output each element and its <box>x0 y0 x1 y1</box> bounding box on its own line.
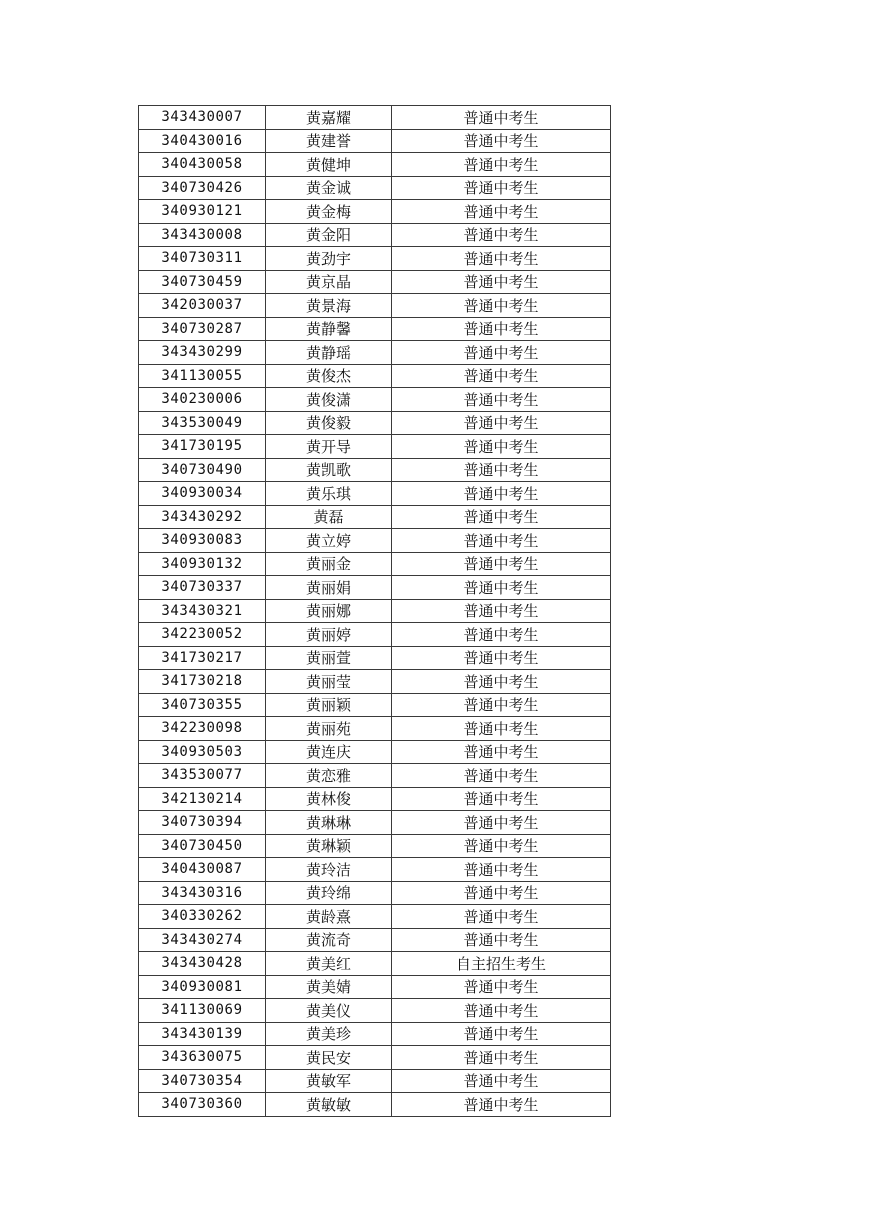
exam-id-cell: 340930503 <box>139 740 266 764</box>
candidate-type-cell: 普通中考生 <box>392 1046 611 1070</box>
student-name-cell: 黄丽娜 <box>266 599 392 623</box>
student-name-cell: 黄连庆 <box>266 740 392 764</box>
student-name-cell: 黄恋雅 <box>266 764 392 788</box>
candidate-type-cell: 普通中考生 <box>392 717 611 741</box>
exam-id-cell: 341730217 <box>139 646 266 670</box>
exam-id-cell: 340430058 <box>139 153 266 177</box>
exam-id-cell: 341130069 <box>139 999 266 1023</box>
exam-id-cell: 343430007 <box>139 106 266 130</box>
exam-id-cell: 341730218 <box>139 670 266 694</box>
student-name-cell: 黄丽婷 <box>266 623 392 647</box>
exam-id-cell: 343430274 <box>139 928 266 952</box>
student-name-cell: 黄美红 <box>266 952 392 976</box>
exam-id-cell: 340930081 <box>139 975 266 999</box>
student-name-cell: 黄琳颖 <box>266 834 392 858</box>
student-name-cell: 黄龄熹 <box>266 905 392 929</box>
table-row <box>139 975 611 999</box>
candidate-type-cell: 普通中考生 <box>392 1093 611 1117</box>
table-row <box>139 176 611 200</box>
table-row <box>139 435 611 459</box>
candidate-type-cell: 普通中考生 <box>392 317 611 341</box>
exam-id-cell: 340330262 <box>139 905 266 929</box>
candidate-type-cell: 普通中考生 <box>392 576 611 600</box>
student-name-cell: 黄美婧 <box>266 975 392 999</box>
table-row <box>139 670 611 694</box>
exam-id-cell: 343430008 <box>139 223 266 247</box>
candidate-type-cell: 普通中考生 <box>392 858 611 882</box>
student-name-cell: 黄京晶 <box>266 270 392 294</box>
table-row <box>139 693 611 717</box>
table-row <box>139 576 611 600</box>
table-row <box>139 505 611 529</box>
candidate-type-cell: 普通中考生 <box>392 834 611 858</box>
student-name-cell: 黄劲宇 <box>266 247 392 271</box>
table-row <box>139 1022 611 1046</box>
student-name-cell: 黄俊毅 <box>266 411 392 435</box>
candidate-type-cell: 普通中考生 <box>392 176 611 200</box>
exam-id-cell: 340930083 <box>139 529 266 553</box>
table-row <box>139 458 611 482</box>
table-row <box>139 223 611 247</box>
candidate-type-cell: 普通中考生 <box>392 928 611 952</box>
candidate-type-cell: 普通中考生 <box>392 529 611 553</box>
exam-id-cell: 340730287 <box>139 317 266 341</box>
student-name-cell: 黄静馨 <box>266 317 392 341</box>
table-row <box>139 129 611 153</box>
exam-id-cell: 342130214 <box>139 787 266 811</box>
exam-id-cell: 343630075 <box>139 1046 266 1070</box>
student-name-cell: 黄丽莹 <box>266 670 392 694</box>
exam-id-cell: 340430016 <box>139 129 266 153</box>
candidate-type-cell: 普通中考生 <box>392 764 611 788</box>
candidate-type-cell: 普通中考生 <box>392 552 611 576</box>
candidate-type-cell: 自主招生考生 <box>392 952 611 976</box>
table-row <box>139 247 611 271</box>
student-name-cell: 黄丽苑 <box>266 717 392 741</box>
table-row <box>139 834 611 858</box>
candidate-type-cell: 普通中考生 <box>392 106 611 130</box>
candidate-type-cell: 普通中考生 <box>392 247 611 271</box>
candidate-type-cell: 普通中考生 <box>392 693 611 717</box>
student-name-cell: 黄金阳 <box>266 223 392 247</box>
candidate-type-cell: 普通中考生 <box>392 646 611 670</box>
candidate-type-cell: 普通中考生 <box>392 411 611 435</box>
student-name-cell: 黄丽萱 <box>266 646 392 670</box>
student-name-cell: 黄凯歌 <box>266 458 392 482</box>
student-name-cell: 黄丽金 <box>266 552 392 576</box>
candidate-type-cell: 普通中考生 <box>392 388 611 412</box>
candidate-type-cell: 普通中考生 <box>392 435 611 459</box>
table-row <box>139 858 611 882</box>
candidate-type-cell: 普通中考生 <box>392 458 611 482</box>
student-name-cell: 黄林俊 <box>266 787 392 811</box>
student-name-cell: 黄丽颖 <box>266 693 392 717</box>
candidate-type-cell: 普通中考生 <box>392 811 611 835</box>
exam-id-cell: 340730360 <box>139 1093 266 1117</box>
candidate-type-cell: 普通中考生 <box>392 905 611 929</box>
student-table-body <box>139 106 611 1117</box>
exam-id-cell: 340930132 <box>139 552 266 576</box>
student-name-cell: 黄建誉 <box>266 129 392 153</box>
table-row <box>139 787 611 811</box>
table-row <box>139 764 611 788</box>
table-row <box>139 999 611 1023</box>
exam-id-cell: 340730450 <box>139 834 266 858</box>
exam-id-cell: 340730354 <box>139 1069 266 1093</box>
candidate-type-cell: 普通中考生 <box>392 1069 611 1093</box>
student-name-cell: 黄静瑶 <box>266 341 392 365</box>
student-name-cell: 黄琳琳 <box>266 811 392 835</box>
candidate-type-cell: 普通中考生 <box>392 881 611 905</box>
student-name-cell: 黄流奇 <box>266 928 392 952</box>
candidate-type-cell: 普通中考生 <box>392 670 611 694</box>
student-name-cell: 黄美珍 <box>266 1022 392 1046</box>
student-name-cell: 黄金诚 <box>266 176 392 200</box>
table-row <box>139 623 611 647</box>
table-row <box>139 905 611 929</box>
table-row <box>139 599 611 623</box>
exam-id-cell: 343430321 <box>139 599 266 623</box>
student-name-cell: 黄磊 <box>266 505 392 529</box>
candidate-type-cell: 普通中考生 <box>392 999 611 1023</box>
table-row <box>139 1093 611 1117</box>
table-row <box>139 646 611 670</box>
student-name-cell: 黄敏敏 <box>266 1093 392 1117</box>
exam-id-cell: 342230098 <box>139 717 266 741</box>
table-row <box>139 740 611 764</box>
student-name-cell: 黄民安 <box>266 1046 392 1070</box>
candidate-type-cell: 普通中考生 <box>392 505 611 529</box>
exam-id-cell: 340730337 <box>139 576 266 600</box>
exam-id-cell: 343530077 <box>139 764 266 788</box>
exam-id-cell: 340730426 <box>139 176 266 200</box>
student-name-cell: 黄景海 <box>266 294 392 318</box>
candidate-type-cell: 普通中考生 <box>392 153 611 177</box>
candidate-type-cell: 普通中考生 <box>392 623 611 647</box>
candidate-type-cell: 普通中考生 <box>392 975 611 999</box>
table-row <box>139 552 611 576</box>
table-row <box>139 411 611 435</box>
student-name-cell: 黄乐琪 <box>266 482 392 506</box>
table-row <box>139 1046 611 1070</box>
table-row <box>139 529 611 553</box>
exam-id-cell: 340730394 <box>139 811 266 835</box>
exam-id-cell: 343430139 <box>139 1022 266 1046</box>
exam-id-cell: 341730195 <box>139 435 266 459</box>
candidate-type-cell: 普通中考生 <box>392 200 611 224</box>
table-row <box>139 270 611 294</box>
exam-id-cell: 340930034 <box>139 482 266 506</box>
exam-id-cell: 343430292 <box>139 505 266 529</box>
candidate-type-cell: 普通中考生 <box>392 740 611 764</box>
table-row <box>139 364 611 388</box>
student-name-cell: 黄玲绵 <box>266 881 392 905</box>
table-row <box>139 200 611 224</box>
candidate-type-cell: 普通中考生 <box>392 787 611 811</box>
student-name-cell: 黄金梅 <box>266 200 392 224</box>
table-row <box>139 717 611 741</box>
student-name-cell: 黄开导 <box>266 435 392 459</box>
candidate-type-cell: 普通中考生 <box>392 270 611 294</box>
table-row <box>139 811 611 835</box>
exam-id-cell: 340730311 <box>139 247 266 271</box>
candidate-type-cell: 普通中考生 <box>392 482 611 506</box>
exam-id-cell: 343530049 <box>139 411 266 435</box>
table-row <box>139 388 611 412</box>
candidate-type-cell: 普通中考生 <box>392 341 611 365</box>
table-row <box>139 1069 611 1093</box>
exam-id-cell: 340230006 <box>139 388 266 412</box>
student-name-cell: 黄健坤 <box>266 153 392 177</box>
exam-id-cell: 343430299 <box>139 341 266 365</box>
candidate-type-cell: 普通中考生 <box>392 294 611 318</box>
exam-id-cell: 340430087 <box>139 858 266 882</box>
exam-id-cell: 340930121 <box>139 200 266 224</box>
candidate-type-cell: 普通中考生 <box>392 364 611 388</box>
student-name-cell: 黄敏军 <box>266 1069 392 1093</box>
exam-id-cell: 342030037 <box>139 294 266 318</box>
table-row <box>139 881 611 905</box>
exam-id-cell: 340730490 <box>139 458 266 482</box>
student-name-cell: 黄俊杰 <box>266 364 392 388</box>
student-name-cell: 黄玲洁 <box>266 858 392 882</box>
exam-id-cell: 342230052 <box>139 623 266 647</box>
candidate-type-cell: 普通中考生 <box>392 223 611 247</box>
exam-id-cell: 343430316 <box>139 881 266 905</box>
table-row <box>139 341 611 365</box>
table-row <box>139 106 611 130</box>
exam-id-cell: 340730355 <box>139 693 266 717</box>
student-name-cell: 黄丽娟 <box>266 576 392 600</box>
student-name-cell: 黄美仪 <box>266 999 392 1023</box>
candidate-type-cell: 普通中考生 <box>392 1022 611 1046</box>
table-row <box>139 928 611 952</box>
table-row <box>139 952 611 976</box>
table-row <box>139 317 611 341</box>
student-name-cell: 黄立婷 <box>266 529 392 553</box>
student-table <box>138 105 611 1117</box>
table-row <box>139 153 611 177</box>
student-name-cell: 黄嘉耀 <box>266 106 392 130</box>
exam-id-cell: 340730459 <box>139 270 266 294</box>
table-row <box>139 482 611 506</box>
candidate-type-cell: 普通中考生 <box>392 129 611 153</box>
exam-id-cell: 343430428 <box>139 952 266 976</box>
candidate-type-cell: 普通中考生 <box>392 599 611 623</box>
exam-id-cell: 341130055 <box>139 364 266 388</box>
student-name-cell: 黄俊潇 <box>266 388 392 412</box>
table-row <box>139 294 611 318</box>
